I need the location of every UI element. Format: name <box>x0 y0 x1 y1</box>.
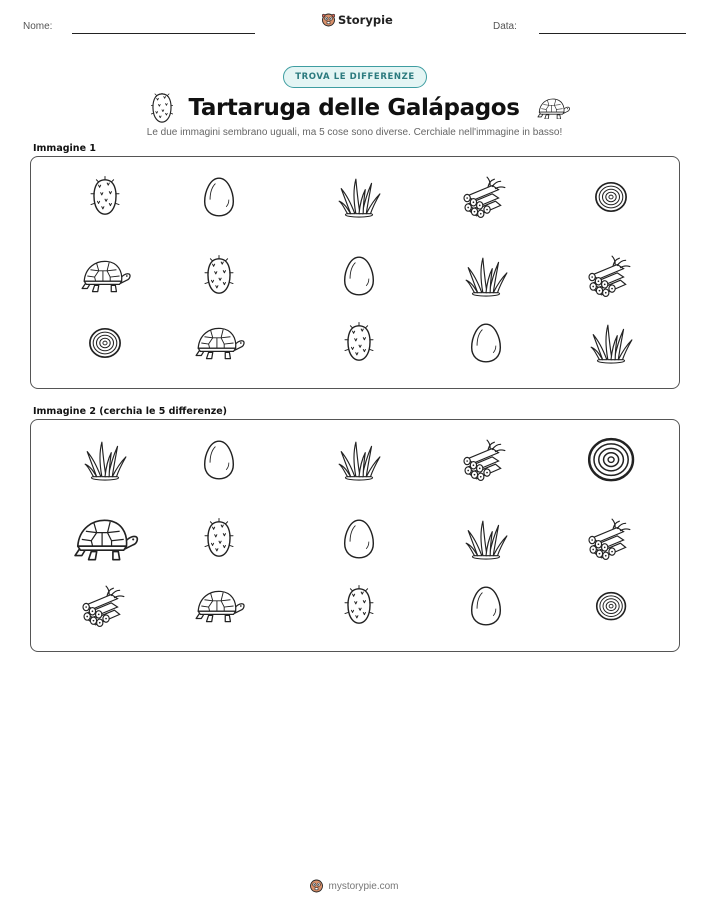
tortoise-icon <box>79 258 131 294</box>
panel-2-rings-item[interactable] <box>585 435 637 484</box>
rings-icon <box>87 326 123 360</box>
panel-1-grass-item <box>336 176 382 218</box>
egg-icon <box>469 321 503 365</box>
instructions: Le due immagini sembrano uguali, ma 5 cose sono diverse. Cerchiale nell'immagine in basso! <box>146 127 563 138</box>
name-line[interactable] <box>72 33 255 34</box>
activity-badge: TROVA LE DIFFERENZE <box>283 66 427 88</box>
footer-url: mystorypie.com <box>328 880 399 892</box>
grass-icon <box>82 439 128 481</box>
egg-icon <box>469 584 503 628</box>
grass-icon <box>463 255 509 297</box>
panel-image-2[interactable] <box>30 419 680 652</box>
tortoise-title-icon <box>536 97 570 119</box>
tortoise-icon <box>193 325 245 361</box>
egg-icon <box>202 175 236 219</box>
cactus-icon <box>205 517 233 561</box>
egg-icon <box>342 517 376 561</box>
panel-2-cactus-item[interactable] <box>205 517 233 561</box>
grass-icon <box>463 518 509 560</box>
cactus-icon <box>91 175 119 219</box>
panel-1-cactus-item <box>91 175 119 219</box>
panel-1-egg-item <box>202 175 236 219</box>
panel-1-grass-item <box>463 255 509 297</box>
wood-icon <box>587 254 635 298</box>
rings-icon <box>594 590 628 622</box>
panel-2-label: Immagine 2 (cerchia le 5 differenze) <box>33 406 228 417</box>
wood-icon <box>587 517 635 561</box>
rings-icon <box>593 180 629 214</box>
panel-2-tortoise-item[interactable] <box>71 516 139 563</box>
grass-icon <box>336 439 382 481</box>
wood-icon <box>462 175 510 219</box>
panel-1-wood-item <box>587 254 635 298</box>
date-line[interactable] <box>539 33 686 34</box>
panel-2-wood-item[interactable] <box>81 584 129 628</box>
cactus-icon <box>205 254 233 298</box>
panel-2-egg-item[interactable] <box>469 584 503 628</box>
date-label: Data: <box>493 21 517 32</box>
panel-2-wood-item[interactable] <box>587 517 635 561</box>
panel-1-label: Immagine 1 <box>33 143 96 154</box>
wood-icon <box>462 438 510 482</box>
grass-icon <box>588 322 634 364</box>
panel-2-egg-item[interactable] <box>342 517 376 561</box>
wood-icon <box>81 584 129 628</box>
panel-1-egg-item <box>342 254 376 298</box>
panel-1-cactus-item <box>345 321 373 365</box>
panel-1-rings-item <box>87 326 123 360</box>
tortoise-icon <box>193 588 245 624</box>
cactus-icon <box>345 584 373 628</box>
page-title <box>150 92 570 124</box>
egg-icon <box>342 254 376 298</box>
egg-icon <box>202 438 236 482</box>
brand-logo <box>322 13 393 27</box>
panel-2-wood-item[interactable] <box>462 438 510 482</box>
grass-icon <box>336 176 382 218</box>
panel-1-tortoise-item <box>193 325 245 361</box>
panel-2-tortoise-item[interactable] <box>193 588 245 624</box>
panel-2-rings-item[interactable] <box>594 590 628 622</box>
panel-1-egg-item <box>469 321 503 365</box>
brand-name: Storypie <box>338 13 393 27</box>
panel-2-grass-item[interactable] <box>336 439 382 481</box>
beaver-logo-icon <box>322 13 335 27</box>
panel-1-grass-item <box>588 322 634 364</box>
panel-1-tortoise-item <box>79 258 131 294</box>
cactus-title-icon <box>151 93 173 123</box>
panel-2-grass-item[interactable] <box>463 518 509 560</box>
panel-1-cactus-item <box>205 254 233 298</box>
page-title-text: Tartaruga delle Galápagos <box>188 95 520 121</box>
cactus-icon <box>345 321 373 365</box>
panel-1-rings-item <box>593 180 629 214</box>
rings-icon <box>585 435 637 484</box>
panel-image-1 <box>30 156 680 389</box>
panel-2-cactus-item[interactable] <box>345 584 373 628</box>
tortoise-icon <box>71 516 139 563</box>
panel-2-grass-item[interactable] <box>82 439 128 481</box>
panel-2-egg-item[interactable] <box>202 438 236 482</box>
panel-1-wood-item <box>462 175 510 219</box>
beaver-logo-icon <box>310 879 323 893</box>
footer <box>0 879 709 893</box>
name-label: Nome: <box>23 21 53 32</box>
